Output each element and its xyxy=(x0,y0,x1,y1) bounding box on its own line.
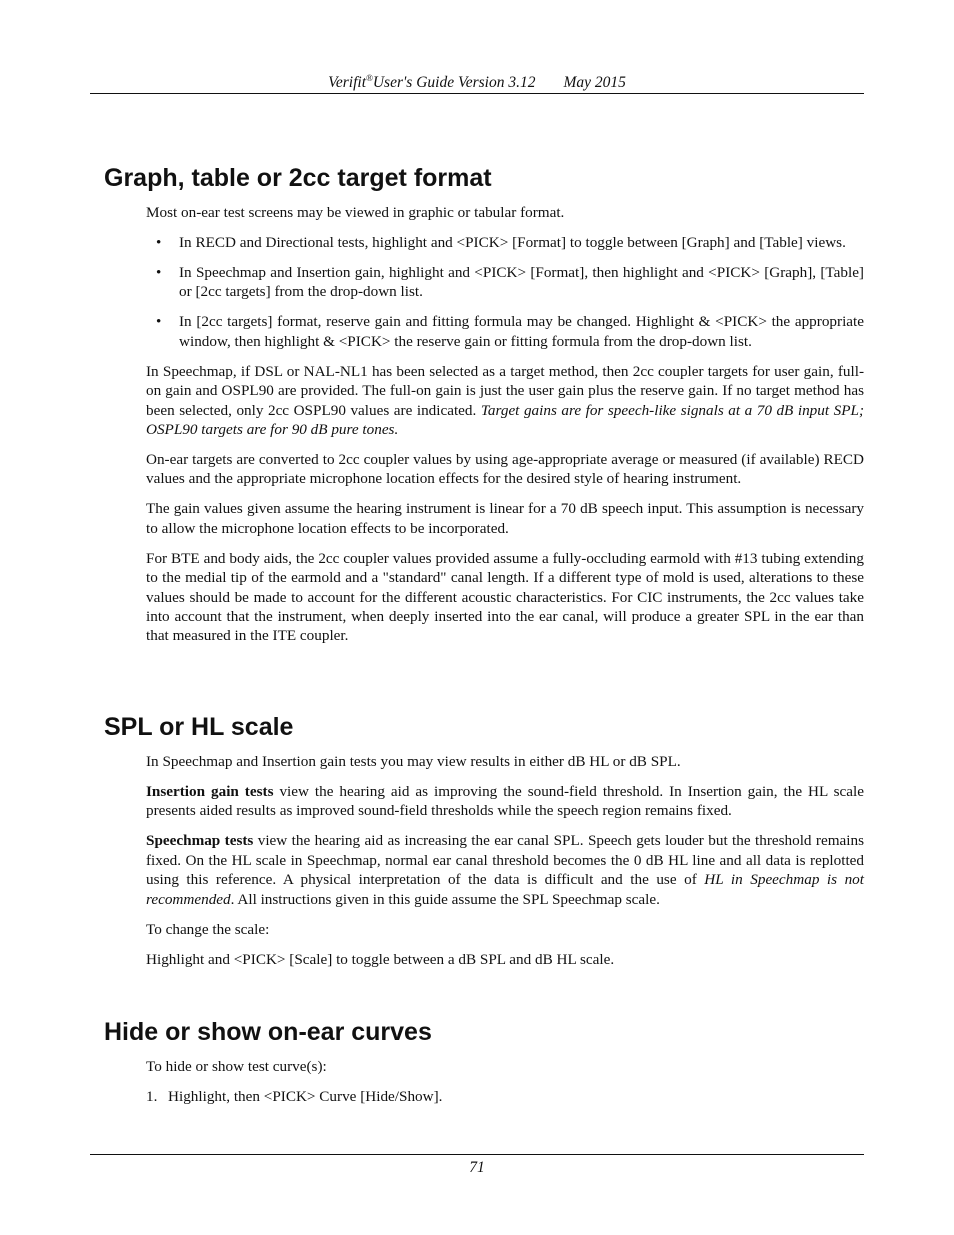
paragraph: To change the scale: xyxy=(146,920,270,938)
paragraph: Insertion gain tests view the hearing aid as improving the sound-field threshold. In Insertion gain, the HL scale presents aided results as improved sound-field thresholds while the speech region remains fixed. xyxy=(146,783,864,820)
header-guide: User's Guide Version 3.12 xyxy=(372,74,536,92)
section-title-spl-hl-scale: SPL or HL scale xyxy=(104,713,294,741)
list-item: • In [2cc targets] format, reserve gain and fitting formula may be changed. Highlight & <PICK> the appropriate window, then highlight & <PICK> the reserve gain or fitting formula from the drop-down list. xyxy=(156,313,864,350)
section-body-spl-hl-scale xyxy=(146,752,864,980)
step-number: 1. xyxy=(146,1088,158,1105)
running-header xyxy=(0,68,954,93)
section-body-hide-show-curves xyxy=(146,1057,864,1106)
paragraph: Speechmap tests view the hearing aid as increasing the ear canal SPL. Speech gets louder but the threshold remains fixed. On the HL scale in Speechmap, normal ear canal threshold becomes the 0 dB HL line and all data is replotted using this reference. A physical interpretation of the data is difficult and the use of HL in Speechmap is not recommended. All instructions given in this guide assume the SPL Speechmap scale. xyxy=(146,832,864,908)
registered-mark: ® xyxy=(366,73,373,83)
section-title-hide-show-curves: Hide or show on-ear curves xyxy=(104,1018,432,1046)
list-item: 1. Highlight, then <PICK> Curve [Hide/Show]. xyxy=(146,1088,443,1105)
section-title-target-format: Graph, table or 2cc target format xyxy=(104,164,492,192)
header-date: May 2015 xyxy=(563,74,626,92)
paragraph: In Speechmap, if DSL or NAL-NL1 has been selected as a target method, then 2cc coupler targets for user gain, full-on gain and OSPL90 are provided. The full-on gain is just the user gain plus the reserve gain. If no target method has been selected, only 2cc OSPL90 values are indicated. Target gains are for speech-like signals at a 70 dB input SPL; OSPL90 targets are for 90 dB pure tones. xyxy=(146,362,865,439)
paragraph: For BTE and body aids, the 2cc coupler values provided assume a fully-occluding earmold with #13 tubing extending to the medial tip of the earmold and a "standard" canal length. If a different type of mold is used, alterations to these values should be made to account for the different acoustic characteristics. For CIC instruments, the 2cc values take into account that the instrument, when deeply inserted into the ear canal, will produce a greater SPL in the ear than that measured in the ITE coupler. xyxy=(146,549,864,645)
paragraph: The gain values given assume the hearing instrument is linear for a 70 dB speech input. This assumption is necessary to allow the microphone location effects to be incorporated. xyxy=(146,500,864,537)
paragraph: In Speechmap and Insertion gain tests you may view results in either dB HL or dB SPL. xyxy=(146,753,681,770)
paragraph: On-ear targets are converted to 2cc coupler values by using age-appropriate average or measured (if available) RECD values and the appropriate microphone location effects for the desired style of hearing instrument. xyxy=(146,451,864,488)
paragraph: Highlight and <PICK> [Scale] to toggle between a dB SPL and dB HL scale. xyxy=(146,950,615,968)
header-brand: Verifit xyxy=(328,74,366,92)
paragraph: Most on-ear test screens may be viewed in graphic or tabular format. xyxy=(146,204,565,221)
bullet-list xyxy=(146,233,864,351)
bullet-icon: • xyxy=(156,313,162,331)
paragraph: To hide or show test curve(s): xyxy=(146,1058,327,1075)
header-rule xyxy=(90,93,864,94)
numbered-list xyxy=(146,1087,864,1106)
list-item: • In RECD and Directional tests, highlight and <PICK> [Format] to toggle between [Graph] and [Table] views. xyxy=(156,234,846,251)
bullet-icon: • xyxy=(156,264,162,281)
list-item: • In Speechmap and Insertion gain, highlight and <PICK> [Format], then highlight and <PICK> [Graph], [Table] or [2cc targets] from the drop-down list. xyxy=(156,264,864,301)
page-number: 71 xyxy=(469,1159,485,1176)
bullet-icon: • xyxy=(156,234,162,251)
section-body-target-format xyxy=(146,203,864,656)
footer-rule xyxy=(90,1154,864,1155)
